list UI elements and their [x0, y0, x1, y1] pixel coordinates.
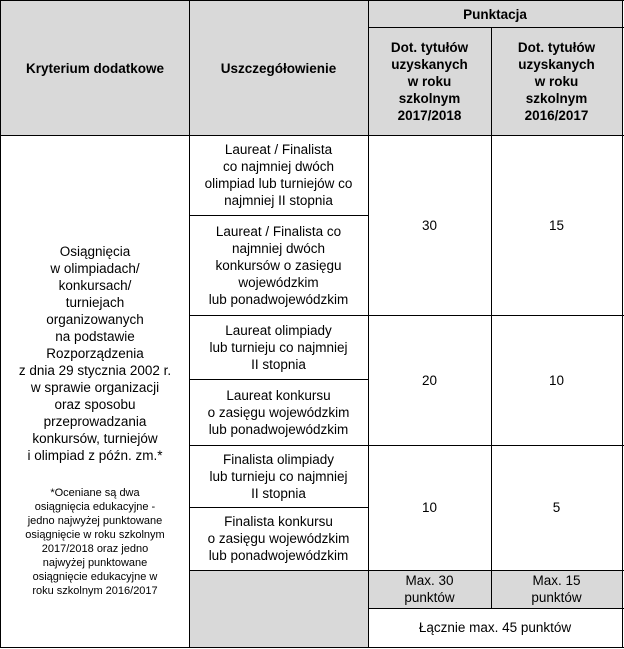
grid-line: [368, 27, 624, 28]
border-right: [622, 0, 623, 648]
criterion-cell: [1, 135, 189, 647]
grid-line: [189, 570, 624, 571]
header-kryterium: Kryterium dodatkowe: [25, 60, 165, 76]
grid-line: [189, 445, 624, 446]
score-group-2-2016: 10: [548, 372, 565, 388]
footer-max-2016: Max. 15 punktów: [531, 573, 582, 605]
header-punktacja: Punktacja: [463, 6, 527, 22]
detail-5: Finalista olimpiady lub turnieju co najmniej II stopnia: [209, 451, 348, 501]
border-bottom: [0, 647, 624, 648]
score-group-3-2016: 5: [552, 500, 561, 515]
footer-max-2017: Max. 30 punktów: [404, 573, 455, 605]
grid-line: [189, 215, 368, 216]
grid-line: [491, 27, 492, 609]
grid-line: [0, 135, 624, 136]
score-group-3-2017: 10: [421, 500, 438, 515]
border-left: [0, 0, 1, 648]
detail-3: Laureat olimpiady lub turnieju co najmniej II stopnia: [209, 322, 348, 372]
grid-line: [189, 315, 624, 316]
header-col-2017: Dot. tytułów uzyskanych w roku szkolnym 2017/2018: [390, 39, 469, 123]
detail-4: Laureat konkursu o zasięgu wojewódzkim lub ponadwojewódzkim: [207, 387, 350, 437]
detail-1: Laureat / Finalista co najmniej dwóch olimpiad lub turniejów co najmniej II stopnia: [204, 142, 353, 208]
criterion-note: *Oceniane są dwa osiągnięcia edukacyjne - jedno najwyżej punktowane osiągnięcie w roku szkolnym 2017/2018 oraz jedno najwyżej punktowane osiągnięcie edukacyjne w roku szkolnym 2016/2017: [25, 486, 165, 597]
criterion-main: Osiągnięcia w olimpiadach/ konkursach/ turniejach organizowanych na podstawie Rozporządzenia z dnia 29 stycznia 2002 r. w sprawie organizacji oraz sposobu przeprowadzania konkursów, turniejów i olimpiad z późn. zm.*: [18, 243, 172, 463]
score-group-1-2016: 15: [548, 217, 565, 233]
score-group-1-2017: 30: [421, 217, 438, 233]
score-group-2-2017: 20: [421, 372, 438, 388]
detail-6: Finalista konkursu o zasięgu wojewódzkim lub ponadwojewódzkim: [207, 514, 350, 563]
grid-line: [368, 0, 369, 648]
grid-line: [189, 507, 368, 508]
footer-empty-cell: [189, 570, 368, 647]
header-col-2016: Dot. tytułów uzyskanych w roku szkolnym 2016/2017: [517, 39, 596, 123]
grid-line: [368, 608, 624, 609]
header-uszczegolowienie: Uszczegółowienie: [220, 60, 337, 76]
border-top: [0, 0, 624, 1]
grid-line: [189, 379, 368, 380]
detail-2: Laureat / Finalista co najmniej dwóch konkursów o zasięgu wojewódzkim lub ponadwojewódzkim: [208, 223, 349, 307]
grid-line: [189, 0, 190, 648]
footer-total: Łącznie max. 45 punktów: [418, 620, 572, 635]
